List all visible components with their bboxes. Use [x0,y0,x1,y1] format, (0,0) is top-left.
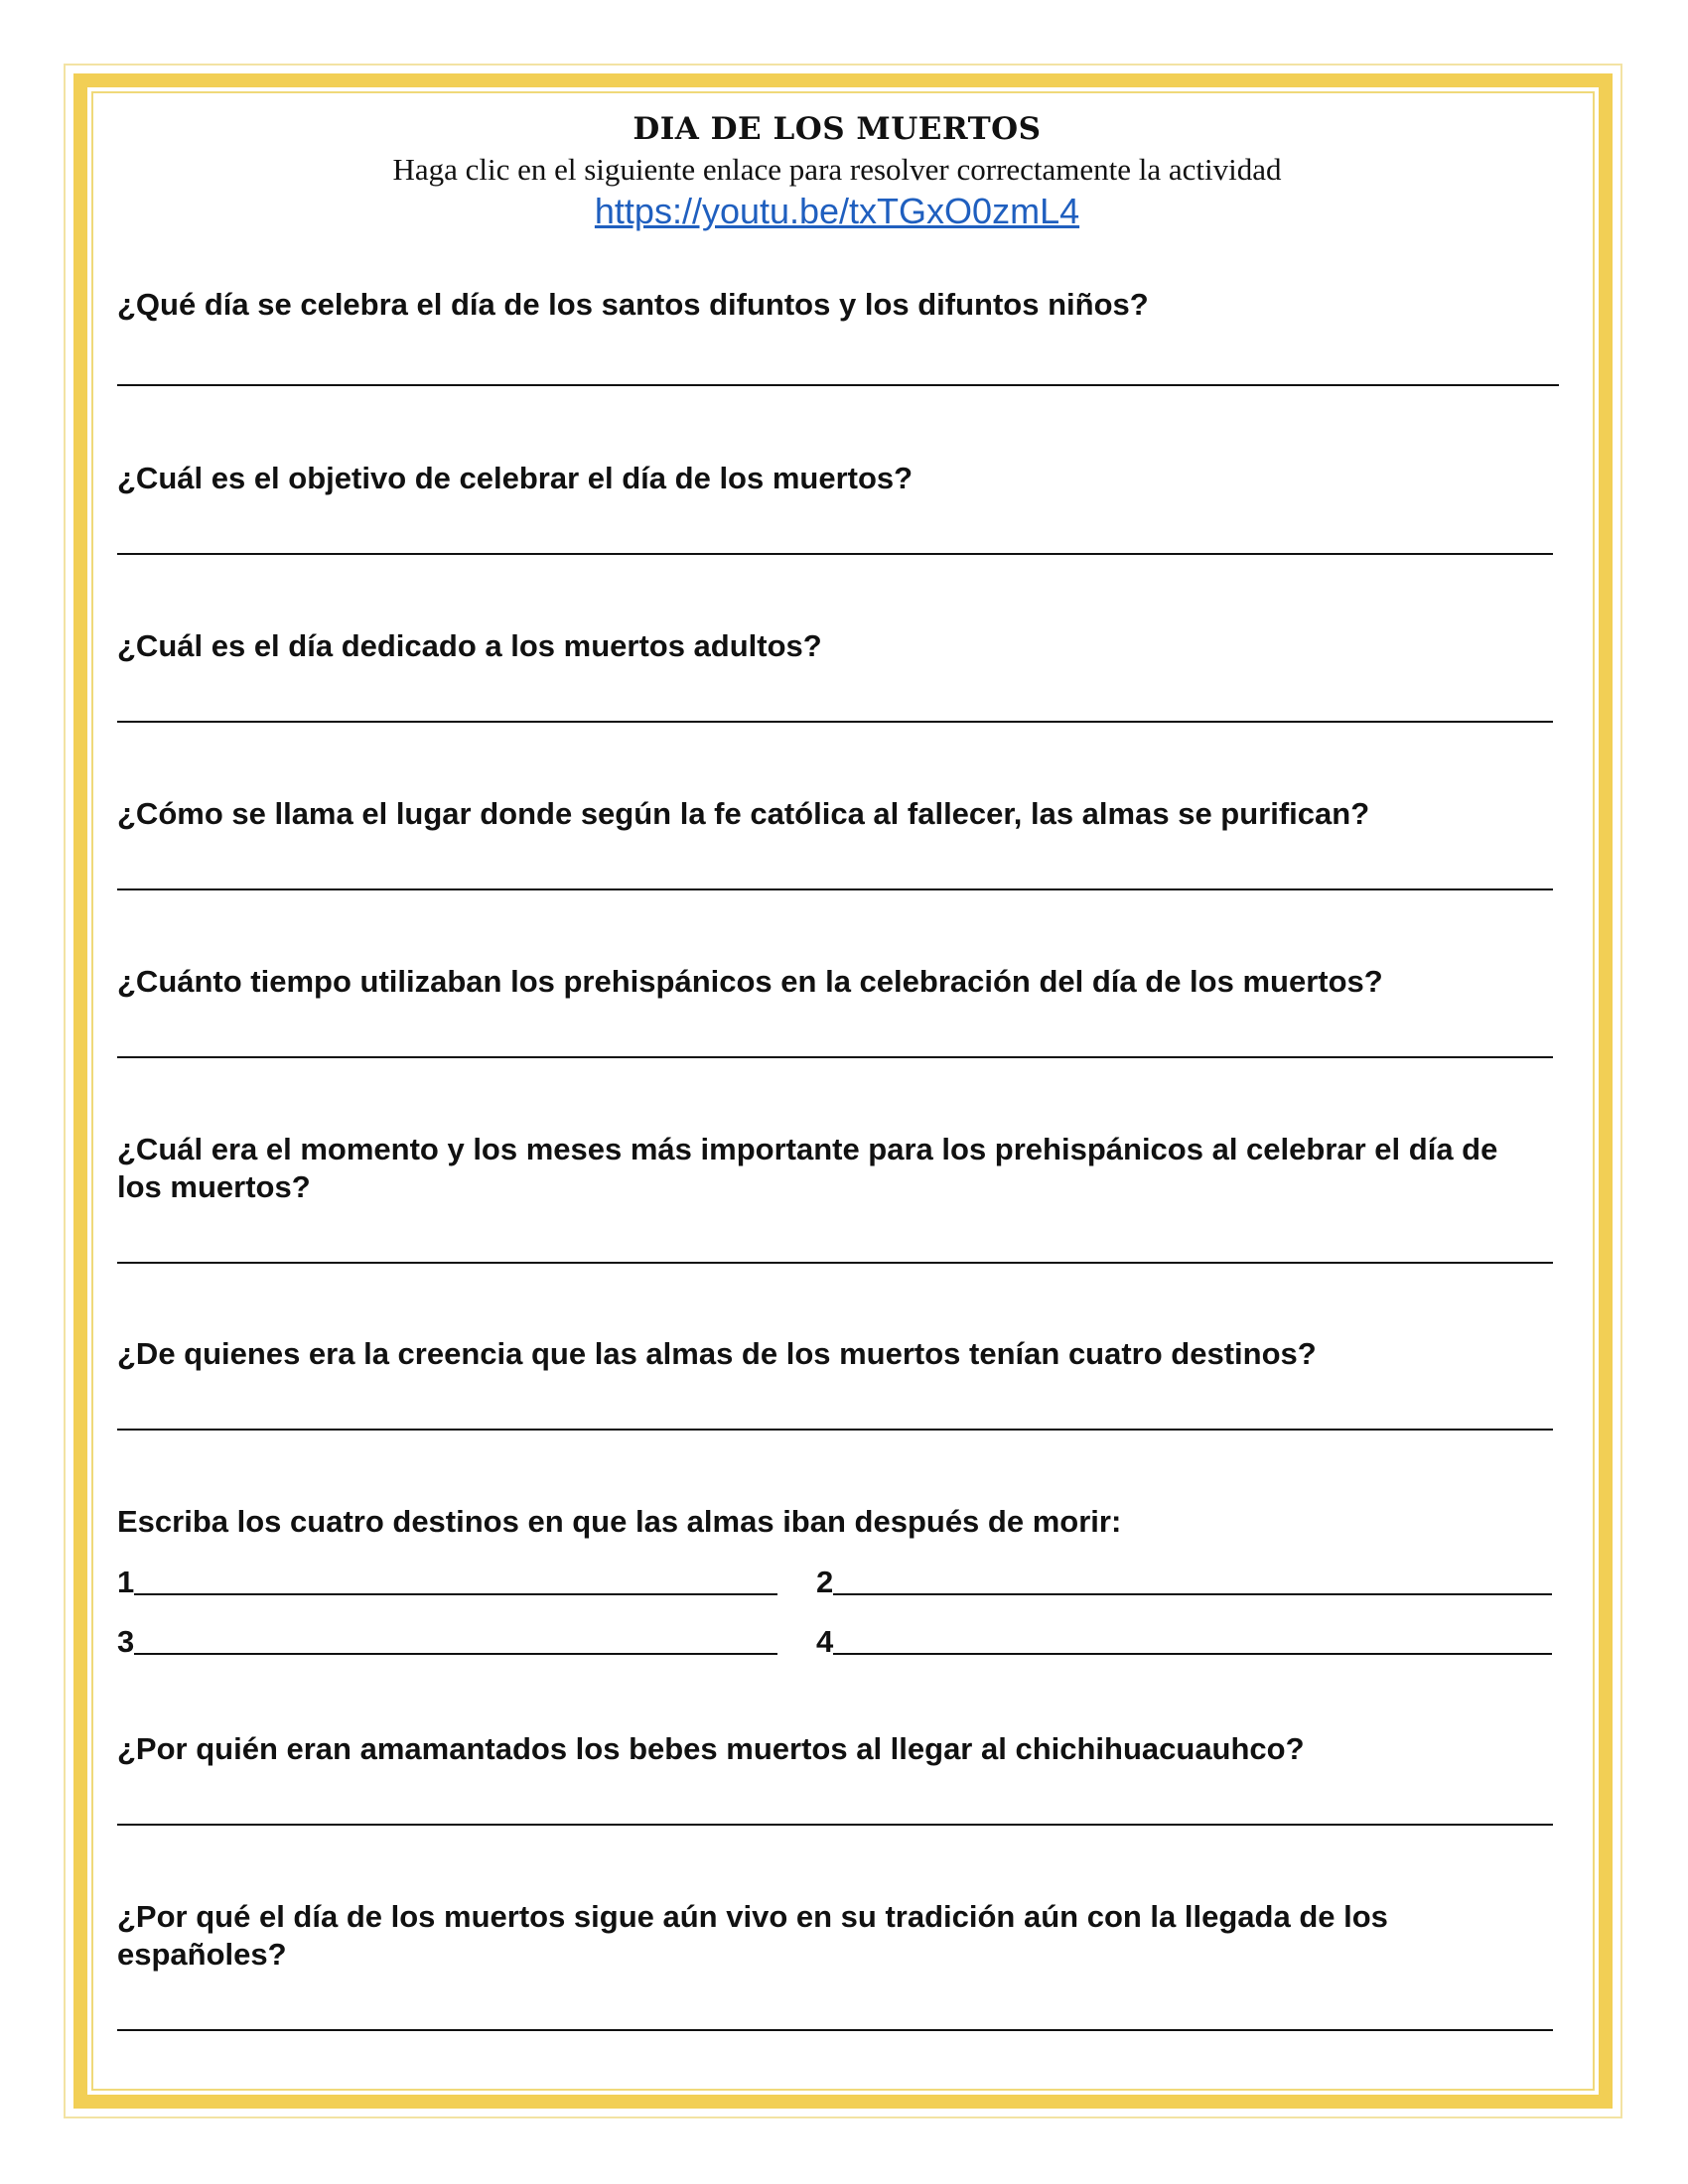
question-block-7 [117,1335,1557,1373]
page-title: DIA DE LOS MUERTOS [633,111,1042,147]
destination-number-1: 1 [117,1565,135,1599]
worksheet-header [117,107,1557,234]
destination-number-2: 2 [816,1565,834,1599]
destination-2 [816,1566,1552,1599]
destination-number-4: 4 [816,1624,834,1659]
question-block-1 [117,286,1557,324]
question-block-2 [117,460,1557,497]
destinations-row-2 [117,1619,1557,1659]
question-8: ¿Por quién eran amamantados los bebes muertos al llegar al chichihuacuauhco? [117,1731,1305,1766]
destination-number-3: 3 [117,1624,135,1659]
answer-line-1[interactable] [117,384,1559,386]
destination-line-2[interactable] [833,1593,1552,1595]
question-block-6 [117,1131,1557,1206]
question-5: ¿Cuánto tiempo utilizaban los prehispánicos en la celebración del día de los muertos? [117,964,1383,999]
question-9: ¿Por qué el día de los muertos sigue aún vivo en su tradición aún con la llegada de los españoles? [117,1899,1388,1972]
destination-4 [816,1625,1552,1659]
question-block-3 [117,627,1557,665]
destination-line-4[interactable] [833,1653,1552,1655]
question-1: ¿Qué día se celebra el día de los santos difuntos y los difuntos niños? [117,287,1149,322]
destination-line-1[interactable] [134,1593,777,1595]
question-block-4 [117,795,1557,833]
destination-3 [117,1625,777,1659]
question-3: ¿Cuál es el día dedicado a los muertos adultos? [117,628,822,663]
question-block-8 [117,1730,1557,1768]
question-2: ¿Cuál es el objetivo de celebrar el día de los muertos? [117,461,914,495]
question-6: ¿Cuál era el momento y los meses más importante para los prehispánicos al celebrar el día de los muertos? [117,1132,1498,1204]
destination-line-3[interactable] [134,1653,777,1655]
worksheet [117,107,1557,1972]
question-block-5 [117,963,1557,1001]
answer-line-7[interactable] [117,1429,1553,1431]
answer-line-3[interactable] [117,721,1553,723]
destinations-block [117,1503,1557,1541]
video-link[interactable]: https://youtu.be/txTGxO0zmL4 [594,191,1080,231]
question-7: ¿De quienes era la creencia que las almas de los muertos tenían cuatro destinos? [117,1336,1317,1371]
destinations-row-1 [117,1560,1557,1599]
answer-line-5[interactable] [117,1056,1553,1058]
instructions: Haga clic en el siguiente enlace para resolver correctamente la actividad [392,152,1282,187]
answer-line-6[interactable] [117,1262,1553,1264]
answer-line-2[interactable] [117,553,1553,555]
destination-1 [117,1566,777,1599]
answer-line-8[interactable] [117,1824,1553,1826]
question-block-9 [117,1898,1557,1974]
answer-line-9[interactable] [117,2029,1553,2031]
question-4: ¿Cómo se llama el lugar donde según la fe católica al fallecer, las almas se purifican? [117,796,1370,831]
page-border-inner [91,91,1595,2091]
answer-line-4[interactable] [117,888,1553,890]
destinations-prompt: Escriba los cuatro destinos en que las almas iban después de morir: [117,1504,1122,1539]
